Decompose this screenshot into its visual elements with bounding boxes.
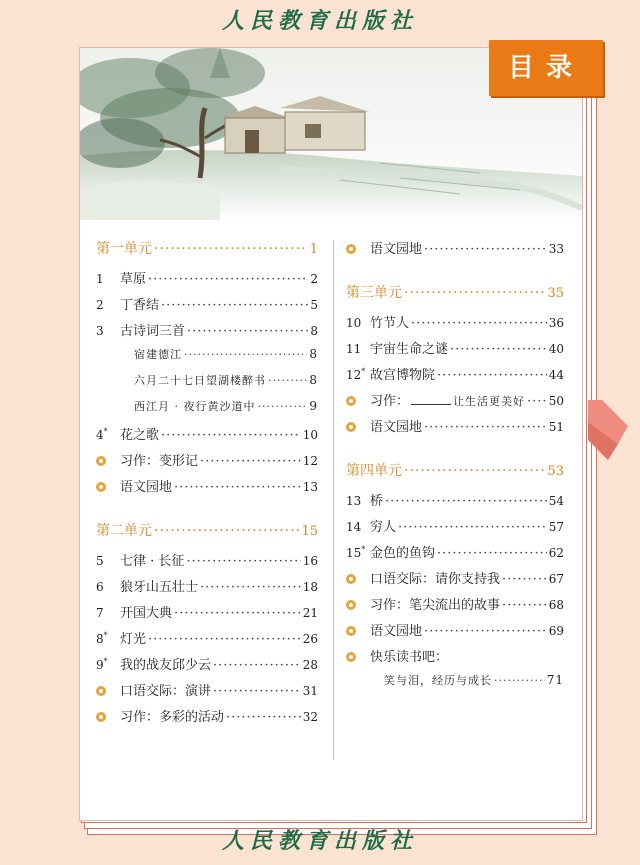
section-bullet-icon: [346, 572, 370, 586]
lesson-number: 15*: [346, 545, 366, 560]
leader-dots: [174, 606, 301, 621]
page-number: 26: [302, 632, 318, 646]
page-number: 54: [548, 494, 564, 508]
section-spacer: [346, 442, 564, 460]
entry-title: 古诗词三首: [120, 324, 186, 339]
leader-dots: [502, 572, 547, 587]
toc-sub-entry[interactable]: [96, 346, 318, 372]
leader-dots: [385, 494, 547, 509]
page-number: 35: [547, 286, 564, 301]
leader-dots: [450, 342, 547, 357]
entry-title: 开国大典: [120, 606, 173, 621]
leader-dots: [424, 624, 547, 639]
page-number: 71: [546, 673, 564, 687]
section-bullet-icon: [346, 624, 370, 638]
entry-title: 习作：: [370, 394, 410, 409]
entry-title: 语文园地: [370, 420, 423, 435]
page-number: 32: [302, 710, 318, 724]
page-number: 2: [310, 272, 318, 286]
lesson-number: 11: [346, 342, 362, 356]
toc-sub-entry[interactable]: [346, 672, 564, 698]
toc-title: 目录: [489, 40, 603, 96]
section-spacer: [96, 502, 318, 520]
section-bullet-icon: [346, 650, 370, 664]
column-divider: [333, 240, 334, 760]
leader-dots: [184, 348, 307, 361]
page-number: 28: [302, 658, 318, 672]
leader-dots: [404, 463, 545, 479]
leader-dots: [268, 374, 307, 387]
page-number: 69: [548, 624, 564, 638]
page-number: 62: [548, 546, 564, 560]
entry-title: 笑与泪，经历与成长: [384, 674, 492, 687]
section-bullet-icon: [96, 710, 120, 724]
page-number: 57: [548, 520, 564, 534]
entry-title: 习作：笔尖流出的故事: [370, 598, 501, 613]
toc-entry[interactable]: [96, 706, 318, 732]
toc-entry[interactable]: [346, 620, 564, 646]
leader-dots: [148, 272, 308, 287]
leader-dots: [494, 674, 545, 687]
section-bullet-icon: [346, 242, 370, 256]
lesson-number: 2: [96, 298, 104, 312]
leader-dots: [424, 420, 547, 435]
leader-dots: [398, 520, 547, 535]
page-number: 51: [548, 420, 564, 434]
toc-entry[interactable]: [346, 490, 564, 516]
page-number: 18: [302, 580, 318, 594]
toc-entry[interactable]: [96, 576, 318, 602]
leader-dots: [437, 546, 547, 561]
page-number: 67: [548, 572, 564, 586]
bookmark-ribbon: [588, 400, 628, 460]
entry-title: 语文园地: [120, 480, 173, 495]
toc-entry[interactable]: [96, 550, 318, 576]
page-number: 31: [302, 684, 318, 698]
lesson-number: 5: [96, 554, 104, 568]
section-bullet-icon: [96, 480, 120, 494]
entry-title: 语文园地: [370, 242, 423, 257]
leader-dots: [174, 480, 301, 495]
section-bullet-icon: [96, 454, 120, 468]
leader-dots: [226, 710, 301, 725]
toc-entry[interactable]: [346, 416, 564, 442]
toc-unit-heading[interactable]: [96, 520, 318, 550]
toc-entry[interactable]: [96, 680, 318, 706]
toc-entry[interactable]: [346, 312, 564, 338]
page-number: 53: [547, 464, 564, 479]
fill-in-blank: [411, 392, 451, 405]
leader-dots: [154, 523, 299, 539]
leader-dots: [213, 658, 301, 673]
entry-title: 宿建德江: [134, 348, 182, 361]
entry-title: 第二单元: [96, 523, 152, 539]
section-spacer: [346, 264, 564, 282]
page-number: 16: [302, 554, 318, 568]
page-number: 40: [548, 342, 564, 356]
entry-title: 习作：变形记: [120, 454, 199, 469]
toc-entry[interactable]: [346, 364, 564, 390]
toc-entry[interactable]: [346, 516, 564, 542]
toc-right-column: [346, 238, 564, 698]
page-number: 13: [302, 480, 318, 494]
entry-title: 快乐读书吧：: [370, 650, 449, 665]
optional-reading-mark: *: [361, 367, 366, 376]
page-number: 8: [309, 373, 318, 387]
page-number: 44: [548, 368, 564, 382]
leader-dots: [161, 298, 308, 313]
lesson-number: 12*: [346, 367, 366, 382]
entry-title: 故宫博物院: [370, 368, 436, 383]
section-bullet-icon: [96, 684, 120, 698]
lesson-number: 1: [96, 272, 104, 286]
toc-unit-heading[interactable]: [96, 238, 318, 268]
leader-dots: [258, 400, 308, 413]
entry-title: 灯光: [120, 632, 147, 647]
leader-dots: [186, 554, 300, 569]
toc-left-column: [96, 238, 318, 732]
leader-dots: [154, 241, 308, 257]
leader-dots: [200, 580, 301, 595]
entry-title: 六月二十七日望湖楼醉书: [134, 374, 266, 387]
entry-title: 西江月 · 夜行黄沙道中: [134, 400, 256, 413]
toc-entry[interactable]: [346, 338, 564, 364]
leader-dots: [148, 632, 301, 647]
optional-reading-mark: *: [361, 545, 366, 554]
toc-entry[interactable]: [346, 542, 564, 568]
entry-title: 花之歌: [120, 428, 160, 443]
toc-entry[interactable]: [346, 646, 564, 672]
page-number: 21: [302, 606, 318, 620]
entry-title: 第一单元: [96, 241, 152, 257]
entry-title: 第三单元: [346, 285, 402, 301]
section-bullet-icon: [346, 420, 370, 434]
entry-title: 桥: [370, 494, 384, 509]
leader-dots: [411, 316, 547, 331]
entry-title: 七律 · 长征: [120, 554, 185, 569]
toc-entry[interactable]: [96, 476, 318, 502]
page-number: 8: [310, 324, 318, 338]
toc-entry[interactable]: [346, 238, 564, 264]
toc-entry[interactable]: [346, 390, 564, 416]
page-number: 1: [309, 242, 318, 257]
entry-title-suffix: 让生活更美好: [453, 395, 526, 408]
toc-entry[interactable]: [96, 628, 318, 654]
toc-entry[interactable]: [96, 450, 318, 476]
publisher-header: 人民教育出版社: [221, 8, 418, 34]
lesson-number: 6: [96, 580, 104, 594]
entry-title: 草原: [120, 272, 147, 287]
toc-entry[interactable]: [96, 268, 318, 294]
toc-unit-heading[interactable]: [346, 282, 564, 312]
optional-reading-mark: *: [103, 657, 108, 666]
leader-dots: [502, 598, 547, 613]
section-bullet-icon: [346, 598, 370, 612]
page-number: 12: [302, 454, 318, 468]
lesson-number: 3: [96, 324, 104, 338]
entry-title: 金色的鱼钩: [370, 546, 436, 561]
entry-title: 宇宙生命之谜: [370, 342, 449, 357]
page-number: 50: [548, 394, 564, 408]
lesson-number: 7: [96, 606, 104, 620]
section-bullet-icon: [346, 394, 370, 408]
toc-entry[interactable]: [96, 654, 318, 680]
toc-sub-entry[interactable]: [96, 398, 318, 424]
leader-dots: [404, 285, 545, 301]
toc-entry[interactable]: [346, 594, 564, 620]
entry-title: 第四单元: [346, 463, 402, 479]
entry-title: 丁香结: [120, 298, 160, 313]
leader-dots: [161, 428, 301, 443]
toc-entry[interactable]: [96, 602, 318, 628]
page-number: 68: [548, 598, 564, 612]
publisher-footer: 人民教育出版社: [221, 828, 418, 854]
optional-reading-mark: *: [103, 427, 108, 436]
lesson-number: 13: [346, 494, 362, 508]
lesson-number: 9*: [96, 657, 108, 672]
lesson-number: 8*: [96, 631, 108, 646]
page-number: 5: [310, 298, 318, 312]
toc-entry[interactable]: [346, 568, 564, 594]
lesson-number: 10: [346, 316, 362, 330]
page-number: 15: [301, 524, 318, 539]
leader-dots: [200, 454, 301, 469]
entry-title: 竹节人: [370, 316, 410, 331]
entry-title: 语文园地: [370, 624, 423, 639]
entry-title: 我的战友邱少云: [120, 658, 212, 673]
toc-entry[interactable]: [96, 294, 318, 320]
entry-title: 穷人: [370, 520, 397, 535]
toc-entry[interactable]: [96, 424, 318, 450]
toc-unit-heading[interactable]: [346, 460, 564, 490]
page-number: 9: [309, 399, 318, 413]
optional-reading-mark: *: [103, 631, 108, 640]
toc-sub-entry[interactable]: [96, 372, 318, 398]
toc-entry[interactable]: [96, 320, 318, 346]
page-number: 10: [302, 428, 318, 442]
leader-dots: [213, 684, 301, 699]
lesson-number: 4*: [96, 427, 108, 442]
entry-title: 口语交际：演讲: [120, 684, 212, 699]
page-number: 36: [548, 316, 564, 330]
page-number: 33: [548, 242, 564, 256]
entry-title: 狼牙山五壮士: [120, 580, 199, 595]
leader-dots: [187, 324, 308, 339]
leader-dots: [424, 242, 547, 257]
entry-title: 口语交际：请你支持我: [370, 572, 501, 587]
leader-dots: [527, 394, 547, 409]
entry-title: 习作：多彩的活动: [120, 710, 225, 725]
lesson-number: 14: [346, 520, 362, 534]
page-number: 8: [309, 347, 318, 361]
leader-dots: [437, 368, 547, 383]
